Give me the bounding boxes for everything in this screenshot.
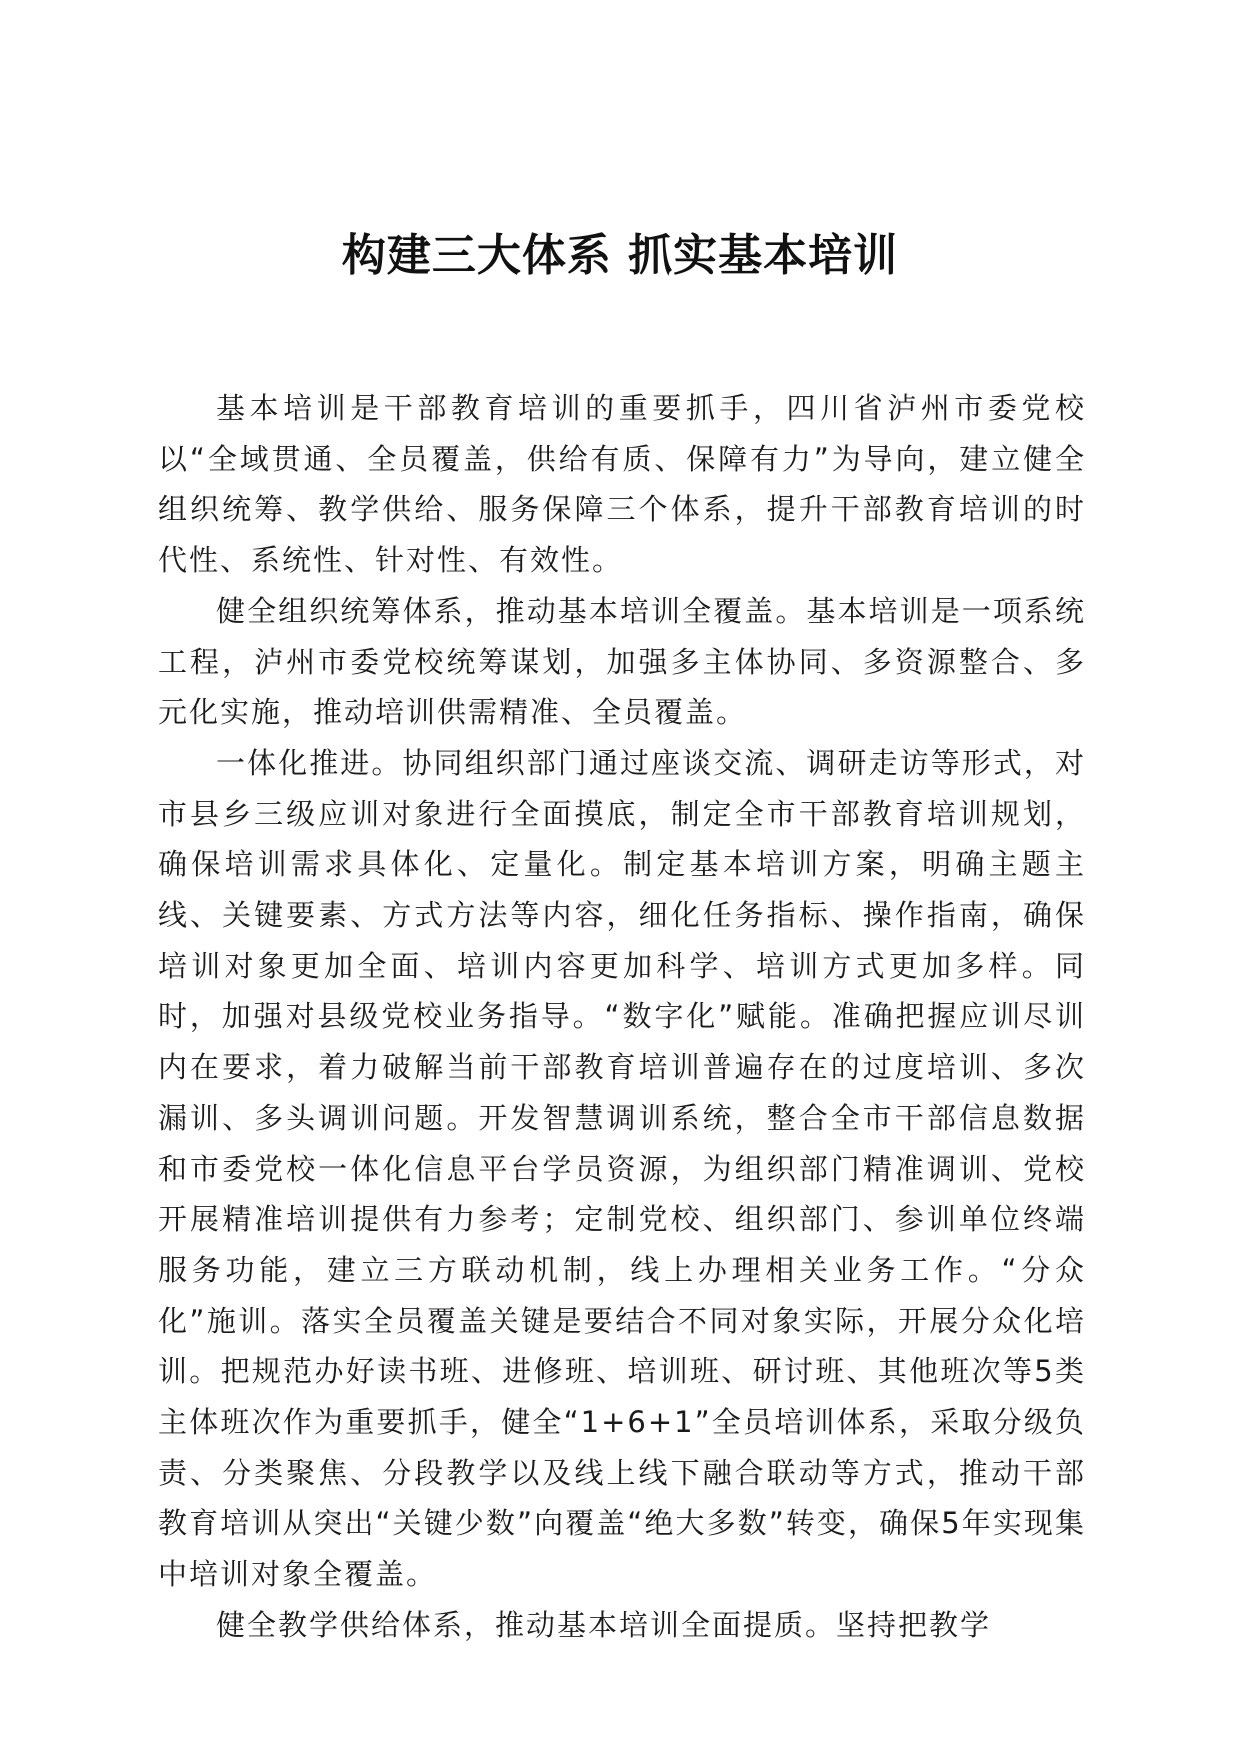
paragraph-integrated-promotion: 一体化推进。协同组织部门通过座谈交流、调研走访等形式，对市县乡三级应训对象进行全面摸底，制定全市干部教育培训规划，确保培训需求具体化、定量化。制定基本培训方案，明确主题主线、关键要素、方式方法等内容，细化任务指标、操作指南，确保培训对象更加全面、培训内容更加科学、培训方式更加多样。同时，加强对县级党校业务指导。“数字化”赋能。准确把握应训尽训内在要求，着力破解当前干部教育培训普遍存在的过度培训、多次漏训、多头调训问题。开发智慧调训系统，整合全市干部信息数据和市委党校一体化信息平台学员资源，为组织部门精准调训、党校开展精准培训提供有力参考；定制党校、组织部门、参训单位终端服务功能，建立三方联动机制，线上办理相关业务工作。“分众化”施训。落实全员覆盖关键是要结合不同对象实际，开展分众化培训。把规范办好读书班、进修班、培训班、研讨班、其他班次等5类主体班次作为重要抓手，健全“1+6+1”全员培训体系，采取分级负责、分类聚焦、分段教学以及线上线下融合联动等方式，推动干部教育培训从突出“关键少数”向覆盖“绝大多数”转变，确保5年实现集中培训对象全覆盖。 [158,745,1086,1592]
document-title: 构建三大体系 抓实基本培训 [341,230,899,281]
paragraph-intro: 基本培训是干部教育培训的重要抓手，四川省泸州市委党校以“全域贯通、全员覆盖，供给有质、保障有力”为导向，建立健全组织统筹、教学供给、服务保障三个体系，提升干部教育培训的时代性、系统性、针对性、有效性。 [158,391,1086,578]
paragraph-organization-system: 健全组织统筹体系，推动基本培训全覆盖。基本培训是一项系统工程，泸州市委党校统筹谋划，加强多主体协同、多资源整合、多元化实施，推动培训供需精准、全员覆盖。 [158,593,1086,730]
paragraph-teaching-system: 健全教学供给体系，推动基本培训全面提质。坚持把教学 [216,1607,992,1642]
document-body [158,383,1086,1651]
